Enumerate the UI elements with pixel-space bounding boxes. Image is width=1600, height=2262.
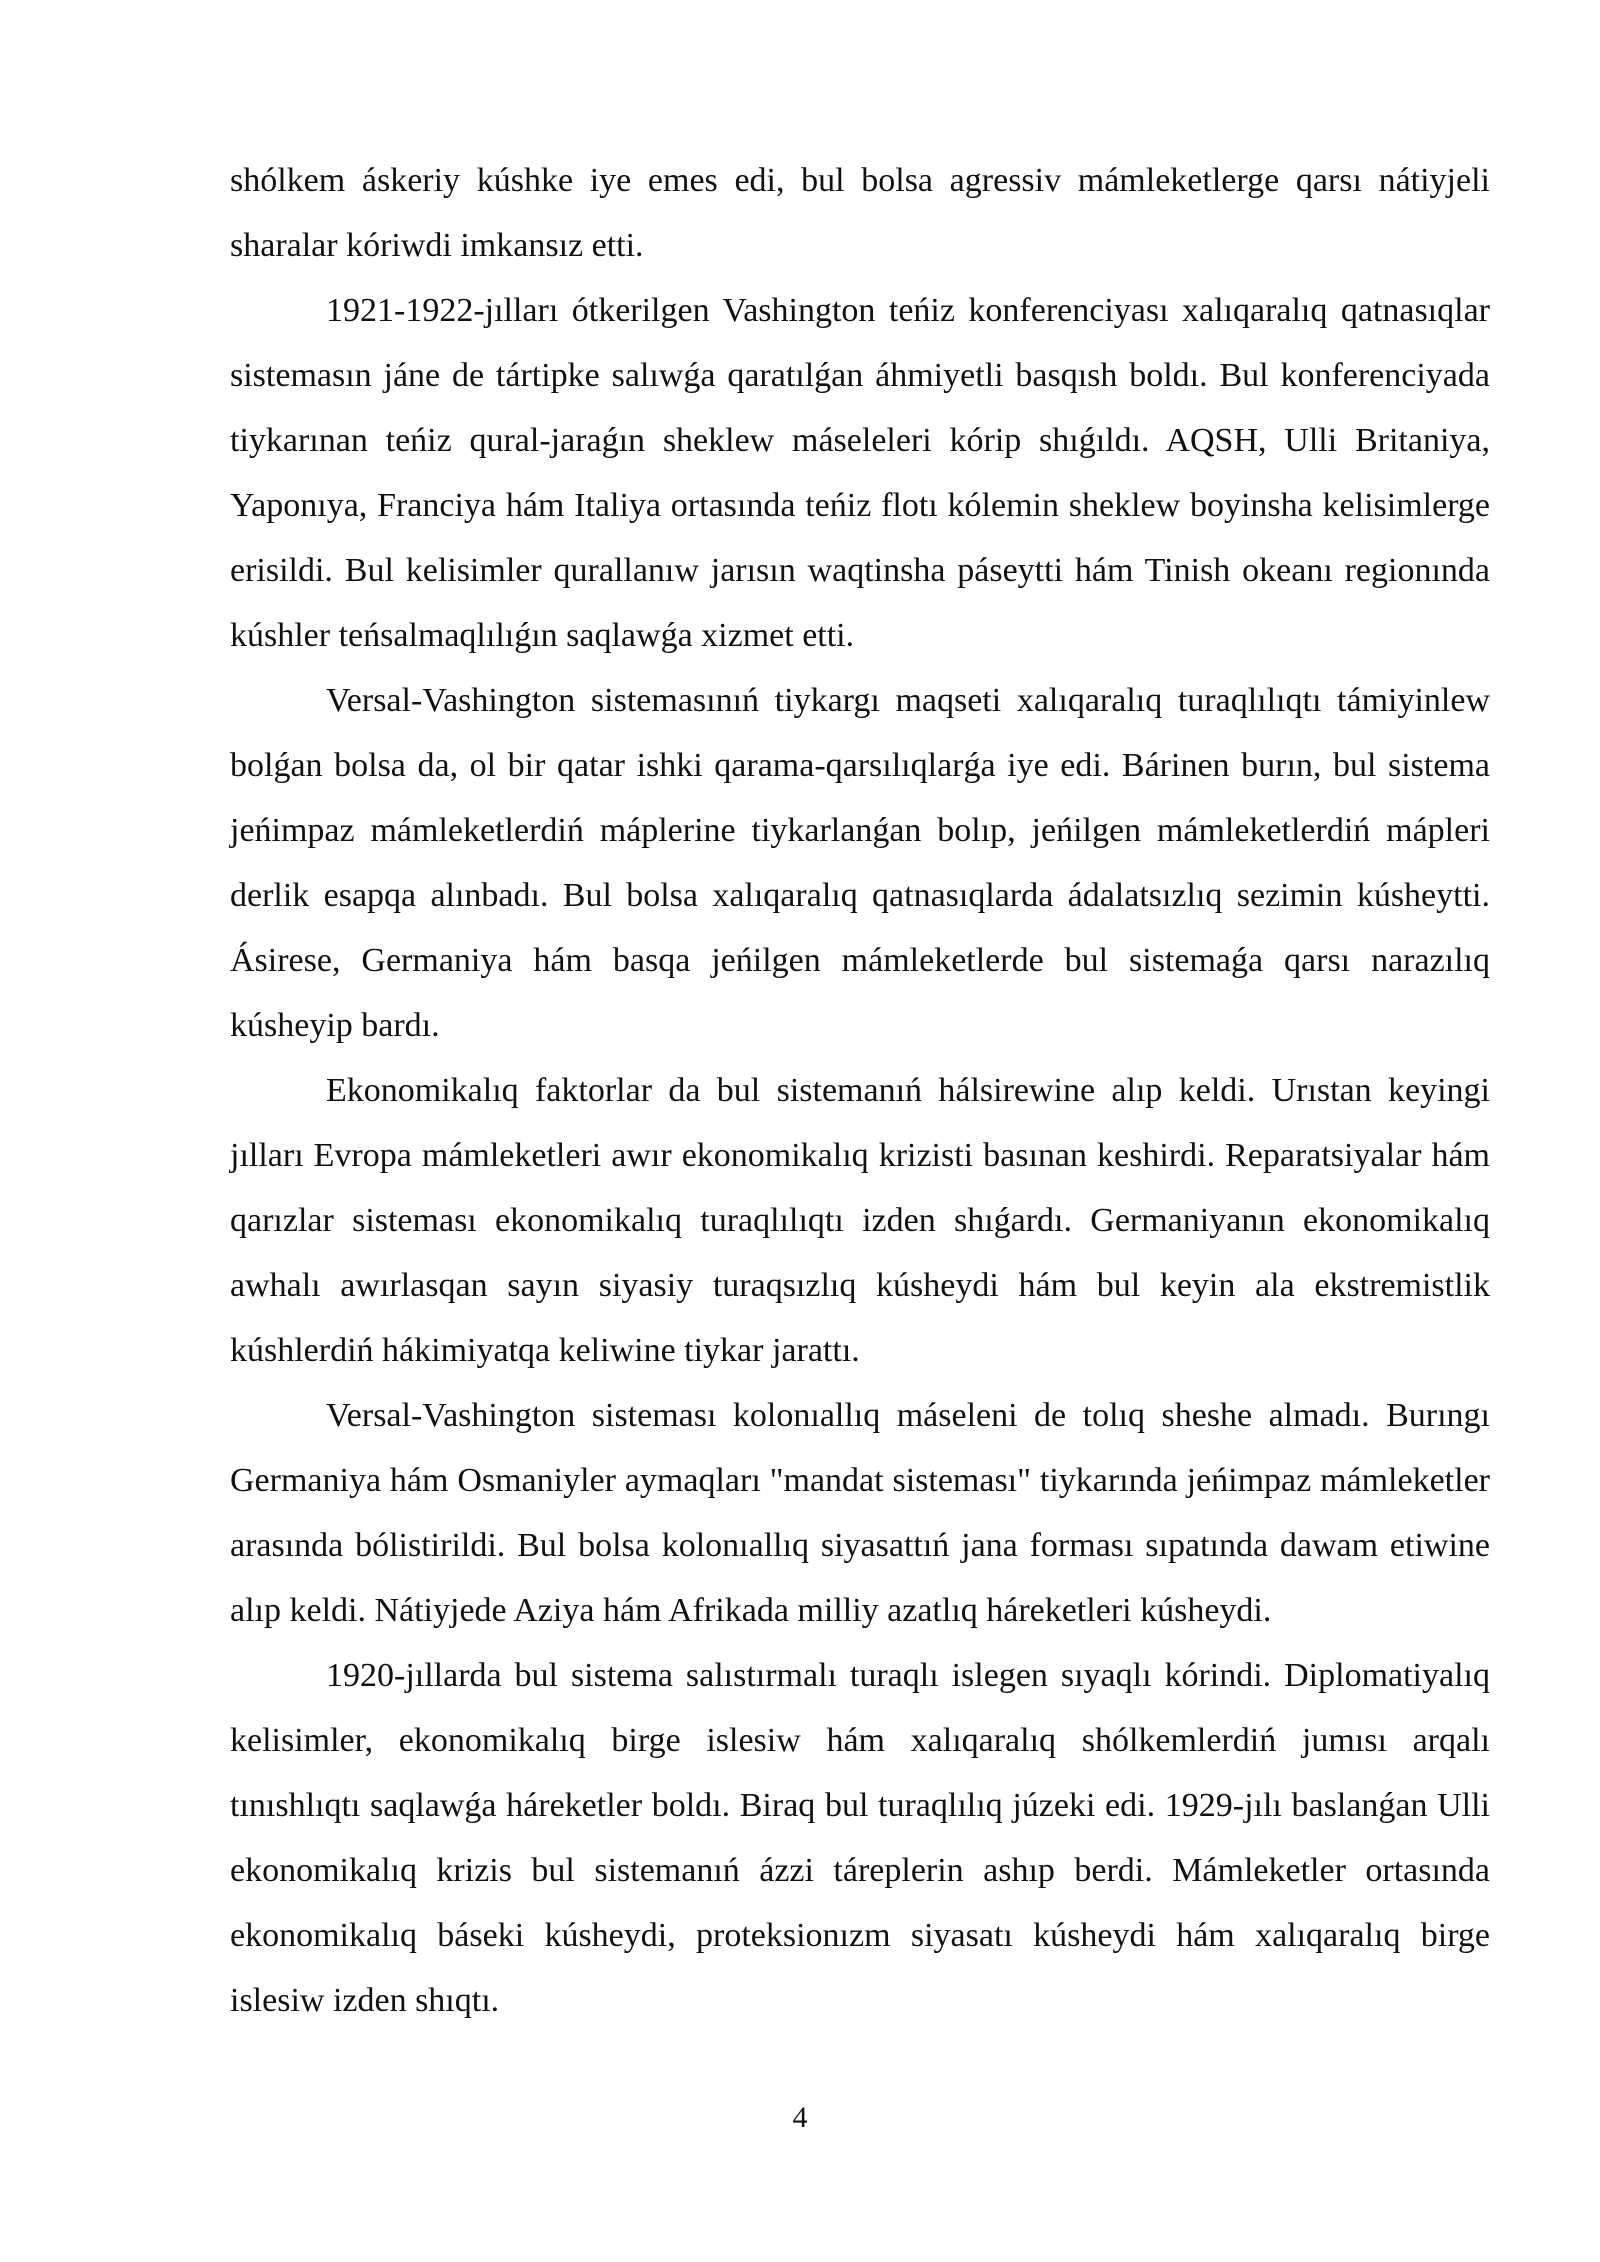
paragraph-1920s-stability: 1920-jıllarda bul sistema salıstırmalı turaqlı islegen sıyaqlı kórindi. Diplomatiyalıq kelisimler, ekonomikalıq birge islesiw hám xalıqaralıq shólkemlerdiń jumısı arqalı tınıshlıqtı saqlawǵa háreketler boldı. Biraq bul turaqlılıq júzeki edi. 1929-jılı baslanǵan Ulli ekonomikalıq krizis bul sistemanıń ázzi táreplerin ashıp berdi. Mámleketler ortasında ekonomikalıq báseki kúsheydi, proteksionızm siyasatı kúsheydi hám xalıqaralıq birge islesiw izden shıqtı. bbox=[230, 1657, 1490, 2019]
paragraph-colonial-question: Versal-Vashington sisteması kolonıallıq máseleni de tolıq sheshe almadı. Burıngı Germaniya hám Osmaniyler aymaqları "mandat sisteması" tiykarında jeńimpaz mámleketler arasında bólistirildi. Bul bolsa kolonıallıq siyasattıń jana forması sıpatında dawam etiwine alıp keldi. Nátiyjede Aziya hám Afrikada milliy azatlıq háreketleri kúsheydi. bbox=[230, 1397, 1490, 1629]
document-body bbox=[230, 148, 1490, 2033]
paragraph-washington-conference: 1921-1922-jılları ótkerilgen Vashington teńiz konferenciyası xalıqaralıq qatnasıqlar sistemasın jáne de tártipke salıwǵa qaratılǵan áhmiyetli basqısh boldı. Bul konferenciyada tiykarınan teńiz qural-jaraǵın sheklew máseleleri kórip shıǵıldı. AQSH, Ulli Britaniya, Yaponıya, Franciya hám Italiya ortasında teńiz flotı kólemin sheklew boyinsha kelisimlerge erisildi. Bul kelisimler qurallanıw jarısın waqtinsha páseytti hám Tinish okeanı regionında kúshler teńsalmaqlılıǵın saqlawǵa xizmet etti. bbox=[230, 292, 1490, 654]
paragraph-internal-contradictions: Versal-Vashington sistemasınıń tiykargı maqseti xalıqaralıq turaqlılıqtı támiyinlew bolǵan bolsa da, ol bir qatar ishki qarama-qarsılıqlarǵa iye edi. Bárinen burın, bul sistema jeńimpaz mámleketlerdiń máplerine tiykarlanǵan bolıp, jeńilgen mámleketlerdiń mápleri derlik esapqa alınbadı. Bul bolsa xalıqaralıq qatnasıqlarda ádalatsızlıq sezimin kúsheytti. Ásirese, Germaniya hám basqa jeńilgen mámleketlerde bul sistemaǵa qarsı narazılıq kúsheyip bardı. bbox=[230, 682, 1490, 1044]
paragraph-continuation: shólkem áskeriy kúshke iye emes edi, bul bolsa agressiv mámleketlerge qarsı nátiyjeli sharalar kóriwdi imkansız etti. bbox=[230, 162, 1490, 264]
paragraph-economic-factors: Ekonomikalıq faktorlar da bul sistemanıń hálsirewine alıp keldi. Urıstan keyingi jılları Evropa mámleketleri awır ekonomikalıq krizisti basınan keshirdi. Reparatsiyalar hám qarızlar sisteması ekonomikalıq turaqlılıqtı izden shıǵardı. Germaniyanın ekonomikalıq awhalı awırlasqan sayın siyasiy turaqsızlıq kúsheydi hám bul keyin ala ekstremistlik kúshlerdiń hákimiyatqa keliwine tiykar jarattı. bbox=[230, 1072, 1490, 1369]
page-number: 4 bbox=[792, 2101, 808, 2134]
